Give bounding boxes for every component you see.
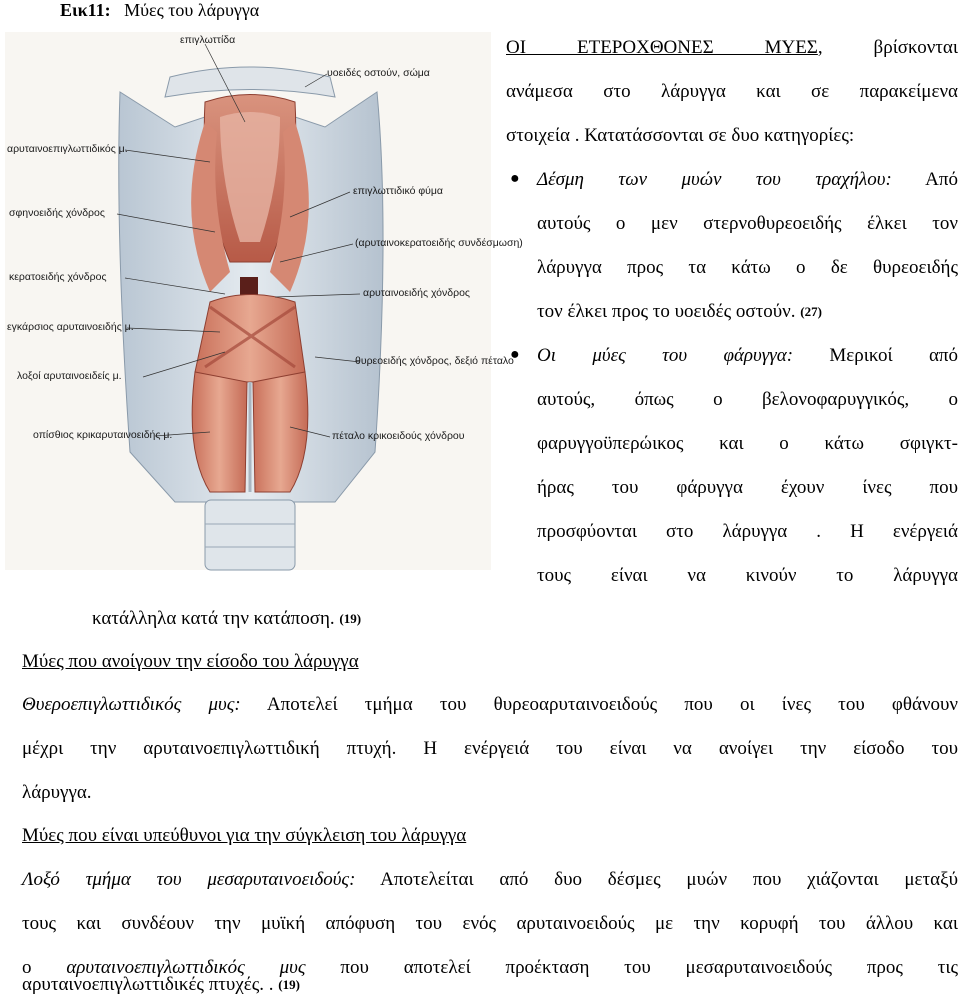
label-posterior: οπίσθιος κρικαρυταινοειδής μ.	[33, 429, 173, 441]
label-sphenoid: σφηνοειδής χόνδρος	[9, 207, 105, 219]
label-oblique: λοξοί αρυταινοειδείς μ.	[17, 370, 122, 382]
label-aryepiglottic-fold: (αρυταινοκερατοειδής συνδέσμωση)	[355, 237, 523, 249]
continuation-line: κατάλληλα κατά την κατάποση. (19)	[92, 608, 362, 629]
bullet-2-line-3: φαρυγγοϋπερώικος και ο κάτω σφιγκτ-	[537, 433, 958, 454]
larynx-drawing	[5, 32, 523, 570]
label-epiglottis: επιγλωττίδα	[180, 34, 236, 46]
para-2-line-1: Λοξό τμήμα του μεσαρυταινοειδούς: Αποτελείται από δυο δέσμες μυών που χιάζονται μεταξύ	[22, 869, 958, 890]
bullet-1-line-2: αυτούς ο μεν στερνοθυρεοειδής έλκει τον	[537, 213, 958, 234]
ref-19b: (19)	[278, 977, 300, 992]
heading-extrinsic: ΟΙ ΕΤΕΡΟΧΘΟΝΕΣ ΜΥΕΣ	[506, 37, 818, 58]
bullet-1-line-1: Δέσμη των μυών του τραχήλου: Από	[537, 169, 958, 190]
right-line-1: ΟΙ ΕΤΕΡΟΧΘΟΝΕΣ ΜΥΕΣ, βρίσκονται	[506, 37, 958, 58]
para-2-line-4: αρυταινοεπιγλωττιδικές πτυχές. . (19)	[22, 974, 300, 995]
caption-label: Εικ11:	[60, 0, 111, 20]
bullet-2-line-5: προσφύονται στο λάρυγγα . Η ενέργειά	[537, 521, 958, 542]
ref-27: (27)	[800, 304, 822, 319]
label-cricoid: πέταλο κρικοειδούς χόνδρου	[332, 430, 465, 442]
heading-closure: Μύες που είναι υπεύθυνοι για την σύγκλειση του λάρυγγα	[22, 825, 467, 846]
para-2-line-3: ο αρυταινοεπιγλωττιδικός μυς που αποτελεί προέκταση του μεσαρυταινοειδούς προς τις	[22, 957, 959, 978]
bullet-2-line-4: ήρας του φάρυγγα έχουν ίνες που	[537, 477, 958, 498]
label-corniculate: κερατοειδής χόνδρος	[9, 271, 107, 283]
para-1-line-2: μέχρι την αρυταινοεπιγλωττιδική πτυχή. Η ενέργειά του είναι να ανοίγει την είσοδο του	[22, 738, 958, 759]
bullet-2: ●	[510, 346, 520, 363]
para-1-line-3: λάρυγγα.	[22, 782, 92, 803]
para-2-line-2: τους και συνδέουν την μυϊκή απόφυση του ενός αρυταινοειδούς με την κορυφή του άλλου και	[22, 913, 958, 934]
right-line-2: ανάμεσα στο λάρυγγα και σε παρακείμενα	[506, 81, 958, 102]
bullet-2-line-1: Οι μύες του φάρυγγα: Μερικοί από	[537, 345, 958, 366]
caption-title: Μύες του λάρυγγα	[124, 0, 260, 20]
bullet-2-line-2: αυτούς, όπως ο βελονοφαρυγγικός, ο	[537, 389, 958, 410]
larynx-illustration	[5, 32, 523, 570]
label-thyroid: θυρεοειδής χόνδρος, δεξιό πέταλο	[355, 355, 514, 367]
para-1-line-1: Θυεροεπιγλωττιδικός μυς: Αποτελεί τμήμα του θυρεοαρυταινοειδούς που οι ίνες του φθάνουν	[22, 694, 959, 715]
label-aryepiglottic: αρυταινοεπιγλωττιδικός μ.	[7, 143, 128, 155]
bullet-2-line-6: τους είναι να κινούν το λάρυγγα	[537, 565, 958, 586]
label-transverse: εγκάρσιος αρυταινοειδής μ.	[7, 321, 134, 333]
label-arytenoid: αρυταινοειδής χόνδρος	[363, 287, 470, 299]
right-line-3: στοιχεία . Κατατάσσονται σε δυο κατηγορίες:	[506, 125, 855, 146]
ref-19a: (19)	[339, 611, 362, 626]
bullet-1: ●	[510, 170, 520, 187]
label-hyoid: υοειδές οστούν, σώμα	[327, 67, 430, 79]
label-epiglottic-tubercle: επιγλωττιδικό φύμα	[353, 185, 444, 197]
heading-opening: Μύες που ανοίγουν την είσοδο του λάρυγγα	[22, 651, 359, 672]
figure-caption	[60, 0, 259, 21]
bullet-1-line-3: λάρυγγα προς τα κάτω ο δε θυρεοειδής	[537, 257, 958, 278]
bullet-1-line-4: τον έλκει προς το υοειδές οστούν. (27)	[537, 301, 822, 322]
